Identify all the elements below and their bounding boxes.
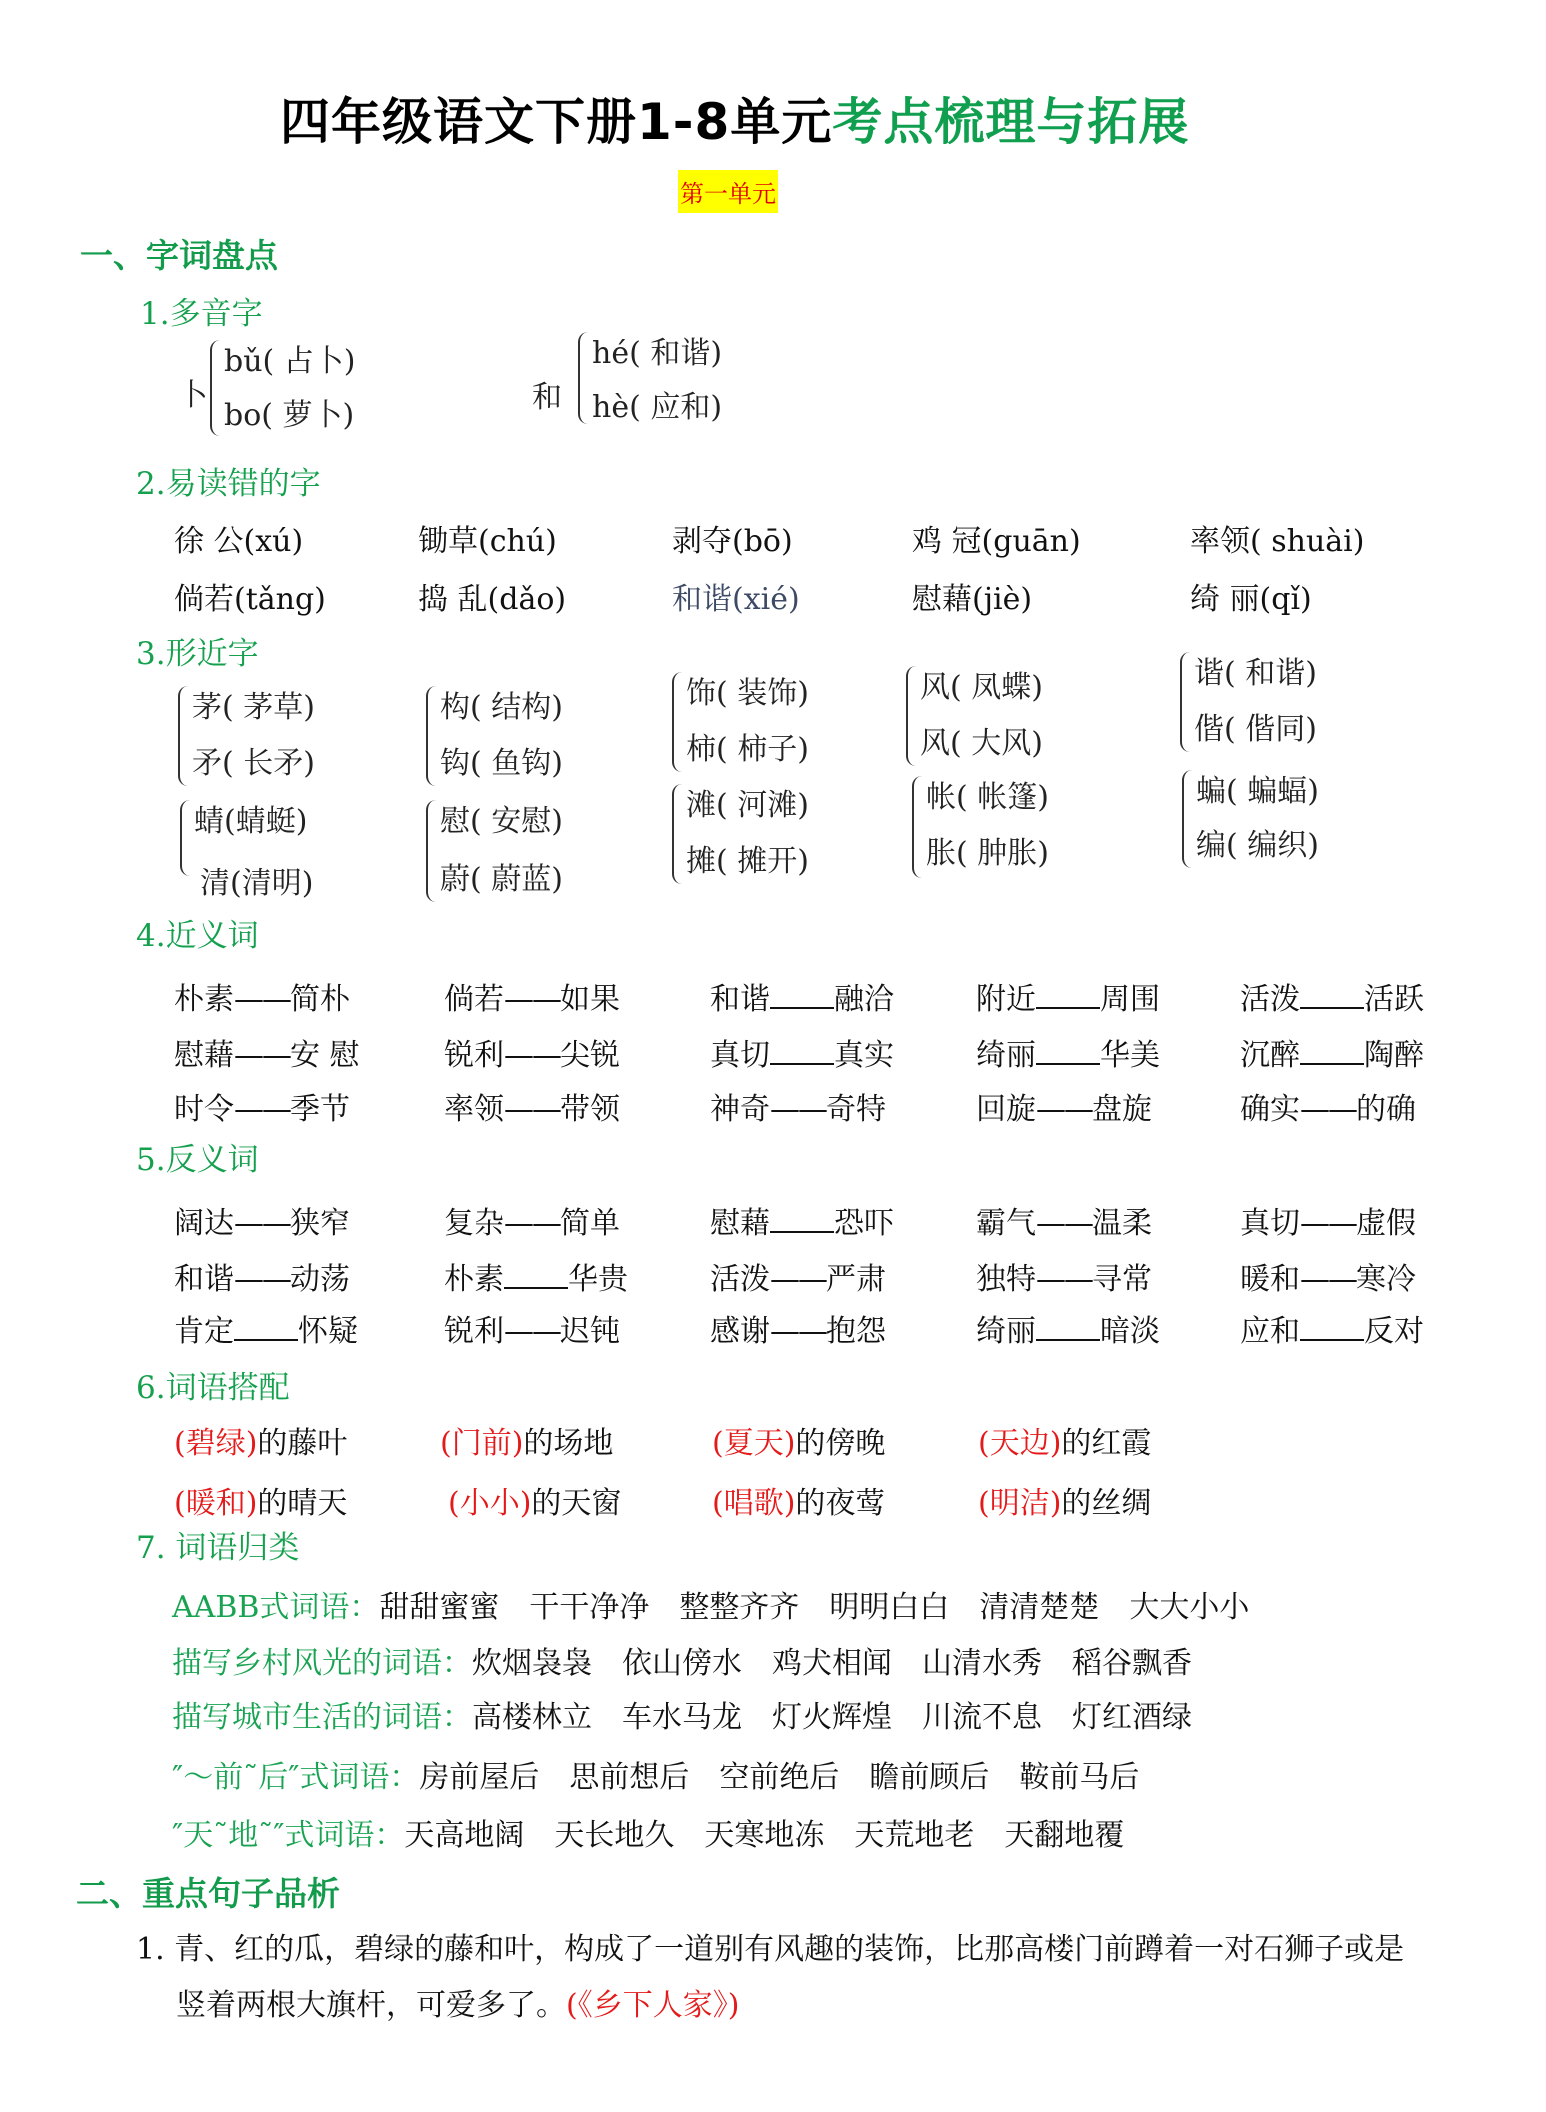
similar-item: 茅( 茅草) <box>192 690 315 725</box>
similar-item: 蝙( 蝙蝠) <box>1196 774 1319 809</box>
category-word: 甜甜蜜蜜 <box>379 1590 500 1625</box>
word-pair <box>1240 1306 1424 1350</box>
word-b: 奇特 <box>826 1092 886 1127</box>
category-word: 山清水秀 <box>922 1646 1042 1681</box>
word-pair <box>710 1306 886 1350</box>
brace-icon <box>178 686 190 786</box>
dash-separator: —— <box>234 1038 290 1073</box>
word-a: 神奇 <box>710 1092 770 1127</box>
subheading-classification: 7. 词语归类 <box>136 1530 300 1566</box>
word-b: 动荡 <box>290 1262 350 1297</box>
polyphonic-char: 卜 <box>178 378 208 413</box>
category-word: 高楼林立 <box>472 1700 592 1735</box>
similar-group <box>906 662 1086 770</box>
collocation-noun: 的红霞 <box>1061 1426 1152 1461</box>
word-pair <box>976 1254 1152 1298</box>
word-a: 锐利 <box>444 1314 504 1349</box>
reading: hè( 应和) <box>592 390 723 425</box>
word-b: 温柔 <box>1092 1206 1152 1241</box>
similar-item: 清(清明) <box>200 866 314 901</box>
word-b: 狭窄 <box>290 1206 350 1241</box>
misread-item: 倘若(tǎng) <box>174 582 326 617</box>
word-pair <box>174 1306 358 1350</box>
sentence-line2: 竖着两根大旗杆，可爱多了。 <box>176 1988 566 2023</box>
blank-line <box>234 1338 298 1341</box>
category-label: 描写乡村风光的词语： <box>172 1646 472 1681</box>
blank-line <box>1036 1338 1100 1341</box>
blank-line <box>1300 1338 1364 1341</box>
category-word: 天寒地冻 <box>704 1818 825 1853</box>
collocation-noun: 的丝绸 <box>1061 1486 1152 1521</box>
category-label: 描写城市生活的词语： <box>172 1700 472 1735</box>
misread-item: 锄草(chú) <box>418 524 557 559</box>
similar-item: 风( 凤蝶) <box>920 670 1043 705</box>
similar-item: 饰( 装饰) <box>686 676 809 711</box>
brace-icon <box>672 784 684 884</box>
misread-item: 捣 乱(dǎo) <box>418 582 567 617</box>
similar-item: 风( 大风) <box>920 726 1043 761</box>
similar-group <box>426 796 606 906</box>
brace-icon <box>1180 652 1192 752</box>
brace-icon <box>906 666 918 766</box>
word-a: 独特 <box>976 1262 1036 1297</box>
collocation-answer: (门前) <box>440 1426 524 1461</box>
word-b: 华美 <box>1100 1038 1160 1073</box>
word-pair <box>444 1198 620 1242</box>
word-pair <box>174 1198 350 1242</box>
collocation-answer: (碧绿) <box>174 1426 258 1461</box>
similar-group <box>672 668 852 776</box>
word-a: 活泼 <box>710 1262 770 1297</box>
category-word: 炊烟袅袅 <box>472 1646 592 1681</box>
word-b: 简朴 <box>290 982 350 1017</box>
word-b: 暗淡 <box>1100 1314 1160 1349</box>
word-b: 华贵 <box>568 1262 628 1297</box>
misread-item: 率领( shuài) <box>1190 524 1365 559</box>
word-b: 反对 <box>1364 1314 1424 1349</box>
brace-icon <box>912 776 924 878</box>
classification-row <box>172 1692 1222 1736</box>
blank-line <box>770 1062 834 1065</box>
word-pair <box>1240 1030 1424 1074</box>
word-pair <box>174 1084 350 1128</box>
brace-icon <box>426 800 438 902</box>
similar-group <box>1180 648 1360 756</box>
misread-item: 绮 丽(qǐ) <box>1190 582 1312 617</box>
word-a: 慰藉 <box>174 1038 234 1073</box>
category-label: ″～前˜后″式词语： <box>172 1760 420 1795</box>
document-title <box>280 82 1189 154</box>
similar-group <box>672 780 852 888</box>
word-b: 活跃 <box>1364 982 1424 1017</box>
collocation-item <box>978 1418 1151 1462</box>
collocation-item <box>174 1418 347 1462</box>
collocation-noun: 的晴天 <box>257 1486 348 1521</box>
category-word: 整整齐齐 <box>679 1590 800 1625</box>
word-a: 倘若 <box>444 982 504 1017</box>
word-b: 恐吓 <box>834 1206 894 1241</box>
unit-badge: 第一单元 <box>678 170 778 213</box>
category-word: 川流不息 <box>922 1700 1042 1735</box>
dash-separator: —— <box>504 1314 560 1349</box>
collocation-noun: 的场地 <box>523 1426 614 1461</box>
word-a: 真切 <box>1240 1206 1300 1241</box>
dash-separator: —— <box>1036 1262 1092 1297</box>
word-pair <box>976 1030 1160 1074</box>
word-b: 怀疑 <box>298 1314 358 1349</box>
word-b: 简单 <box>560 1206 620 1241</box>
collocation-item <box>978 1478 1151 1522</box>
collocation-answer: (明洁) <box>978 1486 1062 1521</box>
similar-item: 帐( 帐篷) <box>926 780 1049 815</box>
subheading-similar: 3.形近字 <box>136 636 259 672</box>
similar-item: 柿( 柿子) <box>686 732 809 767</box>
blank-line <box>1300 1062 1364 1065</box>
sentence-line1: 青、红的瓜，碧绿的藤和叶，构成了一道别有风趣的装饰，比那高楼门前蹲着一对石狮子或是 <box>174 1932 1405 1967</box>
word-a: 和谐 <box>174 1262 234 1297</box>
word-b: 的确 <box>1356 1092 1416 1127</box>
word-pair <box>444 974 620 1018</box>
similar-group <box>178 682 358 790</box>
word-a: 沉醉 <box>1240 1038 1300 1073</box>
word-pair <box>976 1306 1160 1350</box>
sentence-continuation <box>176 1978 739 2034</box>
word-b: 真实 <box>834 1038 894 1073</box>
sentence-source: (《乡下人家》) <box>566 1988 740 2023</box>
word-a: 时令 <box>174 1092 234 1127</box>
word-pair <box>710 974 894 1018</box>
word-a: 应和 <box>1240 1314 1300 1349</box>
similar-group <box>426 682 606 790</box>
word-pair <box>976 974 1160 1018</box>
section-heading-vocab: 一、字词盘点 <box>80 236 278 275</box>
subheading-antonyms: 5.反义词 <box>136 1142 259 1178</box>
word-a: 阔达 <box>174 1206 234 1241</box>
category-word: 灯红酒绿 <box>1072 1700 1192 1735</box>
word-pair <box>710 1084 886 1128</box>
category-word: 空前绝后 <box>719 1760 840 1795</box>
polyphonic-group <box>210 336 410 440</box>
collocation-item <box>440 1418 613 1462</box>
word-b: 严肃 <box>826 1262 886 1297</box>
misread-item: 和谐(xié) <box>672 582 800 617</box>
brace-icon <box>578 332 590 424</box>
collocation-noun: 的傍晚 <box>795 1426 886 1461</box>
word-pair <box>444 1084 620 1128</box>
category-word: 房前屋后 <box>419 1760 540 1795</box>
word-pair <box>444 1254 628 1298</box>
blank-line <box>1036 1062 1100 1065</box>
category-word: 干干净净 <box>529 1590 650 1625</box>
word-pair <box>1240 1198 1416 1242</box>
collocation-item <box>174 1478 347 1522</box>
collocation-answer: (天边) <box>978 1426 1062 1461</box>
word-a: 朴素 <box>174 982 234 1017</box>
subheading-collocation: 6.词语搭配 <box>136 1370 290 1406</box>
blank-line <box>770 1006 834 1009</box>
section-heading-sentences: 二、重点句子品析 <box>76 1874 340 1913</box>
collocation-answer: (暖和) <box>174 1486 258 1521</box>
dash-separator: —— <box>1036 1092 1092 1127</box>
collocation-noun: 的藤叶 <box>257 1426 348 1461</box>
dash-separator: —— <box>1300 1206 1356 1241</box>
word-pair <box>1240 1254 1416 1298</box>
similar-group <box>180 796 360 906</box>
word-a: 确实 <box>1240 1092 1300 1127</box>
category-label: AABB式词语： <box>172 1590 380 1625</box>
misread-item: 慰藉(jiè) <box>912 582 1033 617</box>
blank-line <box>504 1286 568 1289</box>
word-pair <box>444 1030 620 1074</box>
word-a: 活泼 <box>1240 982 1300 1017</box>
reading: hé( 和谐) <box>592 336 723 371</box>
word-b: 融洽 <box>834 982 894 1017</box>
misread-item: 剥夺(bō) <box>672 524 793 559</box>
similar-item: 慰( 安慰) <box>440 804 563 839</box>
word-pair <box>710 1254 886 1298</box>
dash-separator: —— <box>504 1092 560 1127</box>
word-pair <box>174 1254 350 1298</box>
misread-item: 鸡 冠(guān) <box>912 524 1081 559</box>
sentence-number: 1. <box>136 1932 165 1967</box>
blank-line <box>1300 1006 1364 1009</box>
collocation-noun: 的夜莺 <box>795 1486 886 1521</box>
category-word: 天长地久 <box>554 1818 675 1853</box>
category-word: 明明白白 <box>829 1590 950 1625</box>
dash-separator: —— <box>504 982 560 1017</box>
misread-item: 徐 公(xú) <box>174 524 304 559</box>
word-b: 尖锐 <box>560 1038 620 1073</box>
category-word: 思前想后 <box>569 1760 690 1795</box>
word-a: 率领 <box>444 1092 504 1127</box>
word-pair <box>444 1306 620 1350</box>
category-word: 灯火辉煌 <box>772 1700 892 1735</box>
polyphonic-char: 和 <box>532 380 562 415</box>
classification-row <box>172 1752 1169 1796</box>
subheading-misread: 2.易读错的字 <box>136 466 321 502</box>
dash-separator: —— <box>770 1314 826 1349</box>
word-b: 虚假 <box>1356 1206 1416 1241</box>
reading: bǔ( 占卜) <box>224 344 356 379</box>
brace-icon <box>426 686 438 786</box>
word-a: 绮丽 <box>976 1314 1036 1349</box>
subheading-polyphonic: 1.多音字 <box>140 296 263 332</box>
collocation-answer: (唱歌) <box>712 1486 796 1521</box>
classification-row <box>172 1810 1154 1854</box>
similar-item: 胀( 肿胀) <box>926 836 1049 871</box>
word-a: 真切 <box>710 1038 770 1073</box>
word-a: 肯定 <box>174 1314 234 1349</box>
category-word: 车水马龙 <box>622 1700 742 1735</box>
brace-icon <box>672 672 684 772</box>
category-word: 大大小小 <box>1129 1590 1250 1625</box>
similar-group <box>912 772 1092 882</box>
word-pair <box>1240 1084 1416 1128</box>
word-a: 和谐 <box>710 982 770 1017</box>
category-word: 鞍前马后 <box>1019 1760 1140 1795</box>
word-pair <box>710 1198 894 1242</box>
similar-item: 构( 结构) <box>440 690 563 725</box>
collocation-item <box>448 1478 621 1522</box>
dash-separator: —— <box>504 1206 560 1241</box>
word-a: 绮丽 <box>976 1038 1036 1073</box>
dash-separator: —— <box>1300 1262 1356 1297</box>
word-pair <box>710 1030 894 1074</box>
word-pair <box>174 974 350 1018</box>
dash-separator: —— <box>770 1262 826 1297</box>
similar-item: 滩( 河滩) <box>686 788 809 823</box>
category-word: 天翻地覆 <box>1004 1818 1125 1853</box>
category-label: ″天˜地˜″式词语： <box>172 1818 405 1853</box>
subheading-synonyms: 4.近义词 <box>136 918 259 954</box>
word-b: 季节 <box>290 1092 350 1127</box>
title-highlight: 考点梳理与拓展 <box>832 93 1190 151</box>
word-pair <box>1240 974 1424 1018</box>
collocation-item <box>712 1478 885 1522</box>
classification-row <box>172 1638 1222 1682</box>
classification-row <box>172 1582 1279 1626</box>
similar-item: 矛( 长矛) <box>192 746 315 781</box>
word-a: 朴素 <box>444 1262 504 1297</box>
polyphonic-group <box>578 328 778 428</box>
word-a: 锐利 <box>444 1038 504 1073</box>
word-a: 慰藉 <box>710 1206 770 1241</box>
dash-separator: —— <box>1300 1092 1356 1127</box>
word-a: 霸气 <box>976 1206 1036 1241</box>
category-word: 清清楚楚 <box>979 1590 1100 1625</box>
collocation-noun: 的天窗 <box>531 1486 622 1521</box>
dash-separator: —— <box>234 1092 290 1127</box>
category-word: 天荒地老 <box>854 1818 975 1853</box>
word-b: 寻常 <box>1092 1262 1152 1297</box>
word-b: 周围 <box>1100 982 1160 1017</box>
word-b: 盘旋 <box>1092 1092 1152 1127</box>
dash-separator: —— <box>504 1038 560 1073</box>
sentence-item <box>136 1922 1404 1978</box>
reading: bo( 萝卜) <box>224 398 355 433</box>
word-a: 附近 <box>976 982 1036 1017</box>
dash-separator: —— <box>234 982 290 1017</box>
category-word: 稻谷飘香 <box>1072 1646 1192 1681</box>
similar-item: 钩( 鱼钩) <box>440 746 563 781</box>
similar-item: 摊( 摊开) <box>686 844 809 879</box>
category-word: 瞻前顾后 <box>869 1760 990 1795</box>
word-b: 带领 <box>560 1092 620 1127</box>
blank-line <box>1036 1006 1100 1009</box>
word-pair <box>976 1198 1152 1242</box>
word-b: 抱怨 <box>826 1314 886 1349</box>
collocation-item <box>712 1418 885 1462</box>
word-pair <box>174 1030 360 1074</box>
word-a: 暖和 <box>1240 1262 1300 1297</box>
word-a: 复杂 <box>444 1206 504 1241</box>
dash-separator: —— <box>234 1206 290 1241</box>
brace-icon <box>180 800 192 876</box>
word-b: 安 慰 <box>290 1038 360 1073</box>
similar-item: 蜻(蜻蜓) <box>194 804 308 839</box>
dash-separator: —— <box>1036 1206 1092 1241</box>
word-b: 迟钝 <box>560 1314 620 1349</box>
category-word: 依山傍水 <box>622 1646 742 1681</box>
word-b: 陶醉 <box>1364 1038 1424 1073</box>
category-word: 鸡犬相闻 <box>772 1646 892 1681</box>
similar-item: 谐( 和谐) <box>1194 656 1317 691</box>
collocation-answer: (小小) <box>448 1486 532 1521</box>
dash-separator: —— <box>770 1092 826 1127</box>
title-main: 四年级语文下册1-8单元 <box>280 93 833 151</box>
word-b: 如果 <box>560 982 620 1017</box>
brace-icon <box>210 340 222 436</box>
brace-icon <box>1182 770 1194 868</box>
similar-group <box>1182 766 1362 872</box>
word-pair <box>976 1084 1152 1128</box>
word-a: 回旋 <box>976 1092 1036 1127</box>
similar-item: 编( 编织) <box>1196 828 1319 863</box>
word-b: 寒冷 <box>1356 1262 1416 1297</box>
blank-line <box>770 1230 834 1233</box>
category-word: 天高地阔 <box>404 1818 525 1853</box>
similar-item: 蔚( 蔚蓝) <box>440 862 563 897</box>
dash-separator: —— <box>234 1262 290 1297</box>
word-a: 感谢 <box>710 1314 770 1349</box>
similar-item: 偕( 偕同) <box>1194 712 1317 747</box>
collocation-answer: (夏天) <box>712 1426 796 1461</box>
